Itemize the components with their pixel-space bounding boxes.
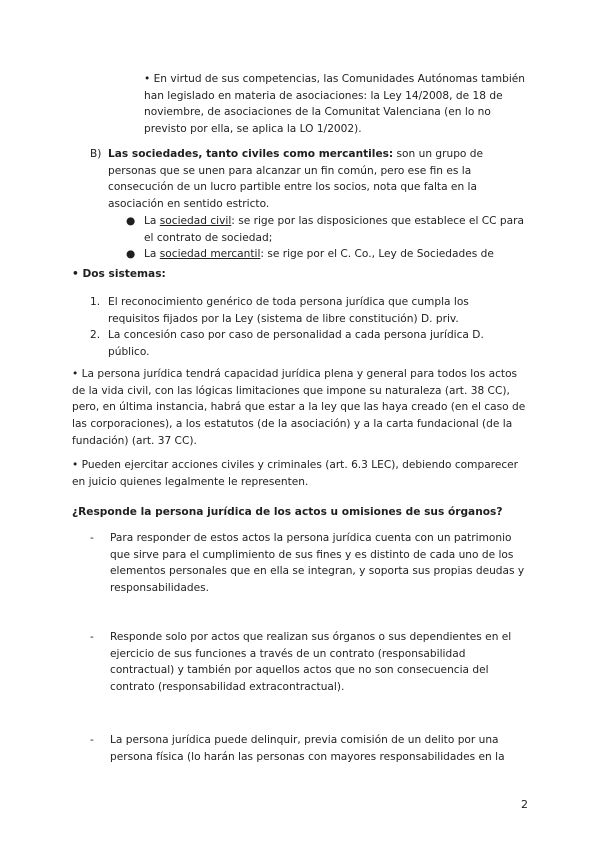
list-number: 2.: [90, 329, 101, 342]
list-item: [126, 213, 530, 246]
bullet-icon: ●: [126, 248, 136, 261]
dash-icon: -: [90, 734, 94, 746]
bullet-pre: La: [144, 248, 160, 261]
section-b: [90, 146, 530, 263]
bullet-post: : se rige por las disposiciones que establece el CC para el contrato de sociedad;: [144, 214, 524, 244]
list-text: El reconocimiento genérico de toda persona jurídica que cumpla los requisitos fijados por la Ley (sistema de libre constitución) D. priv.: [108, 296, 469, 325]
intro-text: • En virtud de sus competencias, las Comunidades Autónomas también han legislado en materia de asociaciones: la Ley 14/2008, de 18 de noviembre, de asociaciones de la Comunitat Valenciana (en lo no previsto por ella, se aplica la LO 1/2002).: [144, 73, 526, 136]
dash-icon: -: [90, 532, 94, 544]
dos-sistemas-list: [90, 294, 508, 361]
section-b-marker: B): [90, 148, 102, 160]
section-b-text: son un grupo de personas que se unen para alcanzar un fin común, pero ese fin es la consecución de un lucro partible entre los socios, nota que falta en la asociación en sentido estricto.: [108, 148, 484, 211]
section-b-bold: Las sociedades, tanto civiles como mercantiles:: [108, 148, 394, 160]
bullet-pre: La: [144, 214, 160, 227]
acciones-paragraph: • Pueden ejercitar acciones civiles y criminales (art. 6.3 LEC), debiendo comparecer en juicio quienes legalmente le representen.: [72, 459, 519, 488]
dash-item-2: [90, 629, 530, 696]
list-number: 1.: [90, 296, 101, 308]
bullet-icon: ●: [126, 214, 136, 227]
dash-icon: -: [90, 631, 94, 643]
capacidad-paragraph: • La persona jurídica tendrá capacidad jurídica plena y general para todos los actos de la vida civil, con las lógicas limitaciones que impone su naturaleza (art. 38 CC), pero, en última instancia, habrá que estar a la ley que las haya creado (en el caso de las corporaciones), a los estatutos (de la asociación) y a la carta fundacional (de la fundación) (art. 37 CC).: [72, 368, 526, 447]
intro-paragraph: [144, 71, 530, 138]
section-b-bullet-list: [126, 213, 530, 263]
list-item: [126, 246, 530, 263]
list-text: La concesión caso por caso de personalidad a cada persona jurídica D. público.: [108, 329, 484, 359]
dash-text: Responde solo por actos que realizan sus órganos o sus dependientes en el ejercicio de sus funciones a través de un contrato (responsabilidad contractual) y también por aquellos actos que no son consecuencia del contrato (responsabilidad extracontractual).: [110, 631, 512, 694]
dash-item-3: [90, 732, 530, 765]
section-b-paragraph: [108, 146, 530, 213]
list-item: [90, 294, 508, 327]
dos-sistemas-heading: • Dos sistemas:: [72, 268, 166, 280]
bullet-underlined: sociedad civil: [159, 214, 232, 227]
dash-text: Para responder de estos actos la persona jurídica cuenta con un patrimonio que sirve para el cumplimiento de sus fines y es distinto de cada uno de los elementos personales que en ella se integran, y soporta sus propias deudas y responsabilidades.: [110, 532, 525, 595]
dash-text: La persona jurídica puede delinquir, previa comisión de un delito por una persona física (lo harán las personas con mayores responsabilidades en la: [110, 734, 505, 763]
bullet-underlined: sociedad mercantil: [159, 248, 261, 261]
bullet-post: : se rige por el C. Co., Ley de Sociedades de: [260, 248, 494, 261]
page-number: 2: [521, 798, 528, 811]
dash-item-1: [90, 530, 530, 597]
question-heading: ¿Responde la persona jurídica de los actos u omisiones de sus órganos?: [72, 506, 503, 518]
list-item: [90, 327, 508, 360]
